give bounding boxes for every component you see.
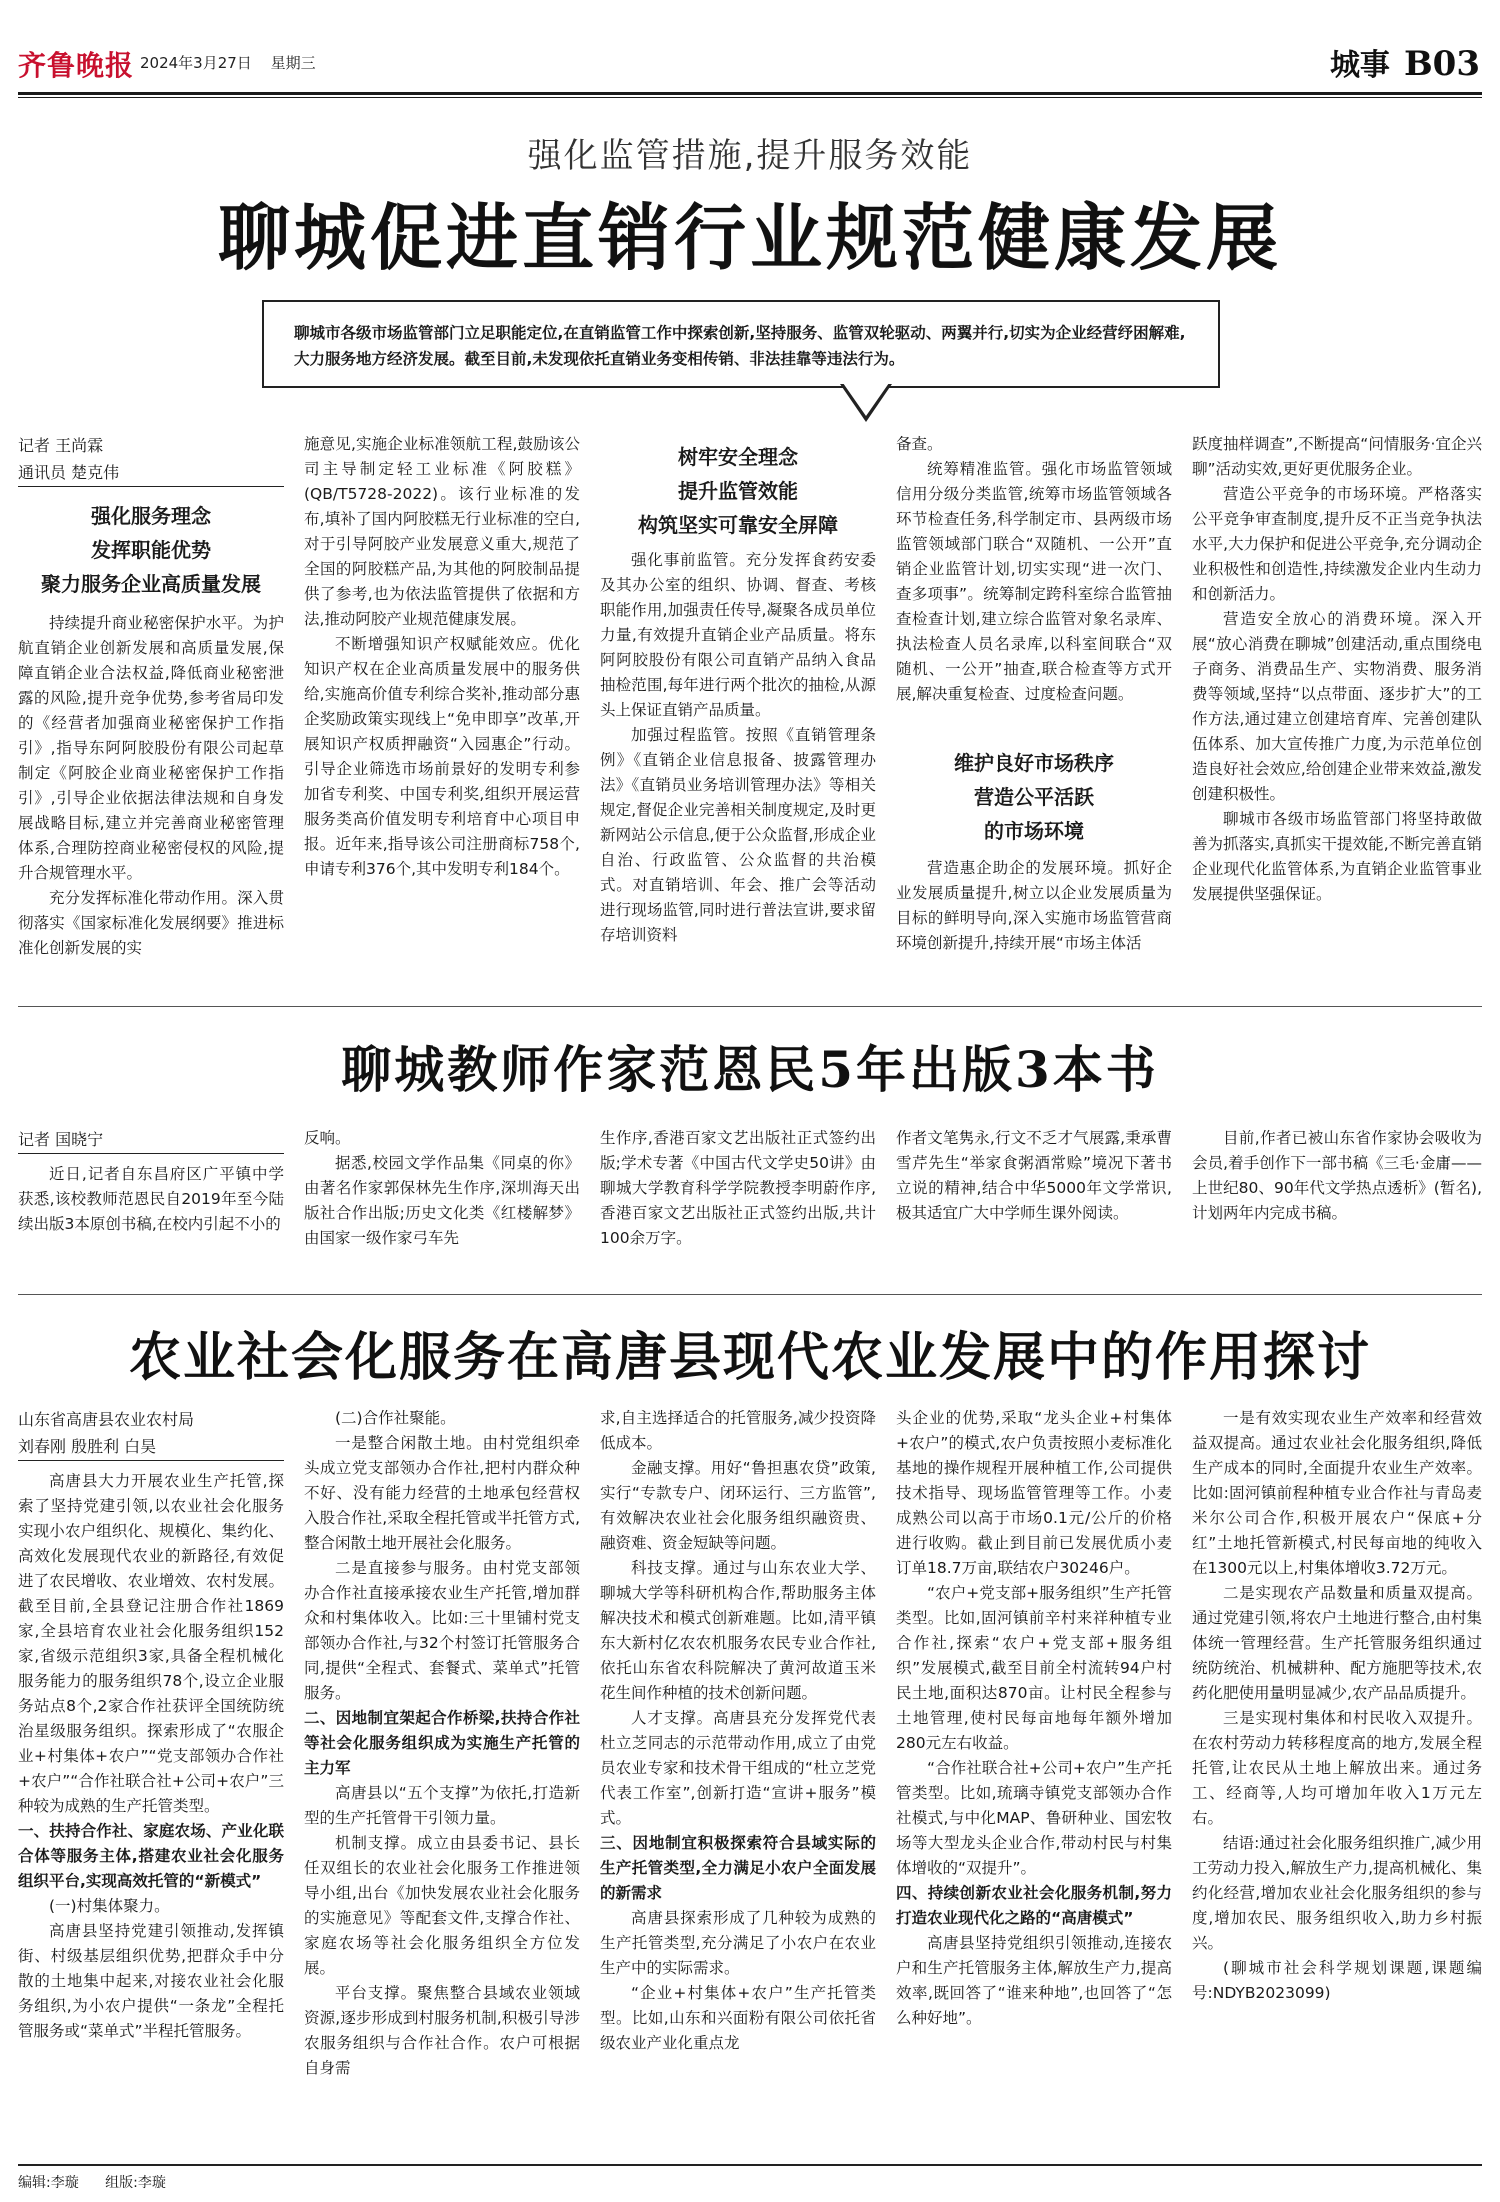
paragraph: 跃度抽样调查”,不断提高“问情服务·宜企兴聊”活动实效,更好更优服务企业。: [1192, 435, 1482, 478]
issue-date: [140, 52, 330, 73]
paragraph: 高唐县大力开展农业生产托管,探索了坚持党建引领,以农业社会化服务实现小农户组织化、规模化、集约化、高效化发展现代农业的新路径,有效促进了农民增收、农业增效、农村发展。截至目前,全县登记注册合作社1869家,全县培育农业社会化服务组织152家,省级示范组织3家,具备全程机械化服务能力的服务组织78个,设立企业服务站点8个,2家合作社获评全国统防统治星级服务组织。探索形成了“农服企业+村集体+农户”“党支部领办合作社+农户”“合作社联合社+公司+农户”三种较为成熟的生产托管类型。: [18, 1472, 284, 1815]
article2-col2: [304, 1126, 580, 1286]
paragraph: “企业+村集体+农户”生产托管类型。比如,山东和兴面粉有限公司依托省级农业产业化重点龙: [600, 1984, 876, 2052]
article1-kicker: 强化监管措施,提升服务效能: [527, 136, 973, 176]
article1-col1-body: [18, 611, 284, 1021]
article1-subhead-2: [600, 440, 876, 542]
subhead-line: 维护良好市场秩序: [954, 751, 1114, 775]
article3-authors: 刘春刚 殷胜利 白昊: [18, 1437, 157, 1456]
paragraph: 二是实现农产品数量和质量双提高。通过党建引领,将农户土地进行整合,由村集体统一管理经营。生产托管服务组织通过统防统治、机械耕种、配方施肥等技术,农药化肥使用量明显减少,农产品品质提升。: [1192, 1584, 1482, 1702]
paragraph: 近日,记者自东昌府区广平镇中学获悉,该校教师范恩民自2019年至今陆续出版3本原创书稿,在校内引起不小的: [18, 1165, 284, 1233]
paragraph: 营造安全放心的消费环境。深入开展“放心消费在聊城”创建活动,重点围绕电子商务、消费品生产、实物消费、服务消费等领域,坚持“以点带面、逐步扩大”的工作方法,通过建立创建培育库、完善创建队伍体系、加大宣传推广力度,为示范单位创造良好社会效应,给创建企业带来效益,激发创建积极性。: [1192, 610, 1482, 803]
paragraph: 生作序,香港百家文艺出版社正式签约出版;学术专著《中国古代文学史50讲》由聊城大学教育科学学院教授李明蔚作序,香港百家文艺出版社正式签约出版,共计100余万字。: [600, 1129, 876, 1247]
article2-col4: [896, 1126, 1172, 1286]
paragraph: 头企业的优势,采取“龙头企业+村集体+农户”的模式,农户负责按照小麦标准化基地的操作规程开展种植工作,公司提供技术指导、现场监管管理等工作。小麦成熟公司以高于市场0.1元/公斤的价格进行收购。截止到目前已发展优质小麦订单18.7万亩,联结农户30246户。: [896, 1409, 1172, 1577]
paragraph: 机制支撑。成立由县委书记、县长任双组长的农业社会化服务工作推进领导小组,出台《加快发展农业社会化服务的实施意见》等配套文件,支撑合作社、家庭农场等社会化服务组织全方位发展。: [304, 1834, 580, 1977]
article1-lead-text: 聊城市各级市场监管部门立足职能定位,在直销监管工作中探索创新,坚持服务、监管双轮驱动、两翼并行,切实为企业经营纾困解难,大力服务地方经济发展。截至目前,未发现依托直销业务变相传销、非法挂靠等违法行为。: [294, 324, 1186, 368]
article1-col1: [18, 432, 284, 1021]
section-divider: [18, 1294, 1482, 1295]
masthead-rule: [18, 92, 1482, 95]
subhead-line: 发挥职能优势: [91, 538, 211, 562]
footer-rule: [18, 2164, 1482, 2166]
paragraph: 施意见,实施企业标准领航工程,鼓励该公司主导制定轻工业标准《阿胶糕》(QB/T5728-2022)。该行业标准的发布,填补了国内阿胶糕无行业标准的空白,对于引导阿胶产业发展意义重大,规范了全国的阿胶糕产品,为其他的阿胶制品提供了参考,也为依法监管提供了依据和方法,推动阿胶产业规范健康发展。: [304, 435, 580, 628]
paragraph: 高唐县探索形成了几种较为成熟的生产托管类型,充分满足了小农户在农业生产中的实际需求。: [600, 1909, 876, 1977]
article1-byline-correspondent: 通讯员 楚克伟: [18, 463, 120, 482]
article3-col1: [18, 1406, 284, 2159]
paragraph: (二)合作社聚能。: [335, 1409, 456, 1427]
paragraph: 高唐县以“五个支撑”为依托,打造新型的生产托管骨干引领力量。: [304, 1784, 580, 1827]
footer-credits: [18, 2172, 188, 2192]
paragraph: 营造公平竞争的市场环境。严格落实公平竞争审查制度,提升反不正当竞争执法水平,大力保护和促进公平竞争,充分调动企业积极性和创造性,持续激发企业内生动力和创新活力。: [1192, 485, 1482, 603]
article3-col5: [1192, 1406, 1482, 2156]
paragraph: 聊城市各级市场监管部门将坚持敢做善为抓落实,真抓实干提效能,不断完善直销企业现代化监管体系,为直销企业监管事业发展提供坚强保证。: [1192, 810, 1482, 903]
paragraph: (聊城市社会科学规划课题,课题编号:NDYB2023099): [1192, 1959, 1482, 2002]
subhead-line: 提升监管效能: [678, 479, 798, 503]
paragraph: 二是直接参与服务。由村党支部领办合作社直接承接农业生产托管,增加群众和村集体收入。比如:三十里铺村党支部领办合作社,与32个村签订托管服务合同,提供“全程式、套餐式、菜单式”托管服务。: [304, 1559, 580, 1702]
article1-col2: [304, 432, 580, 992]
article3-col1-body: [18, 1469, 284, 2159]
section-heading: 一、扶持合作社、家庭农场、产业化联合体等服务主体,搭建农业社会化服务组织平台,实现高效托管的“新模式”: [18, 1822, 284, 1890]
article1-byline-reporter: 记者 王尚霖: [18, 436, 104, 455]
article1-subhead-3: [896, 746, 1172, 848]
footer-layout: 组版:李璇: [105, 2175, 166, 2191]
paragraph: 一是整合闲散土地。由村党组织牵头成立党支部领办合作社,把村内群众种不好、没有能力经营的土地承包经营权入股合作社,采取全程托管或半托管方式,整合闲散土地开展社会化服务。: [304, 1434, 580, 1552]
section-name: 城事: [1329, 48, 1390, 83]
paragraph: 营造惠企助企的发展环境。抓好企业发展质量提升,树立以企业发展质量为目标的鲜明导向,深入实施市场监管营商环境创新提升,持续开展“市场主体活: [896, 859, 1172, 952]
paragraph: 强化事前监管。充分发挥食药安委及其办公室的组织、协调、督查、考核职能作用,加强责任传导,凝聚各成员单位力量,有效提升直销企业产品质量。将东阿阿胶股份有限公司直销产品纳入食品抽检范围,每年进行两个批次的抽检,从源头上保证直销产品质量。: [600, 551, 876, 719]
paragraph: 高唐县坚持党组织引领推动,连接农户和生产托管服务主体,解放生产力,提高效率,既回答了“谁来种地”,也回答了“怎么种好地”。: [896, 1934, 1172, 2027]
article1-subhead-1: [18, 499, 284, 601]
paragraph: 结语:通过社会化服务组织推广,减少用工劳动力投入,解放生产力,提高机械化、集约化经营,增加农业社会化服务组织的参与度,增加农民、服务组织收入,助力乡村振兴。: [1192, 1834, 1482, 1952]
article3-org: 山东省高唐县农业农村局: [18, 1410, 195, 1429]
subhead-line: 营造公平活跃: [974, 785, 1094, 809]
paragraph: (一)村集体聚力。: [49, 1897, 170, 1915]
paragraph: 三是实现村集体和村民收入双提升。在农村劳动力转移程度高的地方,发展全程托管,让农民从土地上解放出来。通过务工、经商等,人均可增加年收入1万元左右。: [1192, 1709, 1482, 1827]
newspaper-logo: 齐鲁晚报: [18, 49, 135, 82]
article3-title: 农业社会化服务在高唐县现代农业发展中的作用探讨: [128, 1327, 1371, 1388]
section-heading: 四、持续创新农业社会化服务机制,努力打造农业现代化之路的“高唐模式”: [896, 1884, 1172, 1927]
paragraph: “农户+党支部+服务组织”生产托管类型。比如,固河镇前辛村来祥种植专业合作社,探索“农户+党支部+服务组织”发展模式,截至目前全村流转94户村民土地,面积达870亩。让村民全程参与土地管理,使村民每亩地每年额外增加280元左右收益。: [896, 1584, 1172, 1752]
byline-rule: [18, 486, 284, 487]
article3-col2: [304, 1406, 580, 2156]
paragraph: 加强过程监管。按照《直销管理条例》《直销企业信息报备、披露管理办法》《直销员业务培训管理办法》等相关规定,督促企业完善相关制度规定,及时更新网站公示信息,便于公众监督,形成企业自治、行政监管、公众监督的共治模式。对直销培训、年会、推广会等活动进行现场监管,同时进行普法宣讲,要求留存培训资料: [600, 726, 876, 944]
paragraph: 充分发挥标准化带动作用。深入贯彻落实《国家标准化发展纲要》推进标准化创新发展的实: [18, 889, 284, 957]
paragraph: 统筹精准监管。强化市场监管领域信用分级分类监管,统筹市场监管领域各环节检查任务,科学制定市、县两级市场监管领域部门联合“双随机、一公开”直销企业监管计划,切实实现“进一次门、查多项事”。统筹制定跨科室综合监管抽查检查计划,建立综合监管对象名录库、执法检查人员名录库,以科室间联合“双随机、一公开”抽查,联合检查等方式开展,解决重复检查、过度检查问题。: [896, 460, 1172, 703]
paragraph: 平台支撑。聚焦整合县域农业领域资源,逐步形成到村服务机制,积极引导涉农服务组织与合作社合作。农户可根据自身需: [304, 1984, 580, 2077]
subhead-line: 聚力服务企业高质量发展: [41, 572, 261, 596]
section-label: [1330, 40, 1480, 84]
paragraph: 高唐县坚持党建引领推动,发挥镇街、村级基层组织优势,把群众手中分散的土地集中起来,对接农业社会化服务组织,为小农户提供“一条龙”全程托管服务或“菜单式”半程托管服务。: [18, 1922, 284, 2040]
article2-col5: [1192, 1126, 1482, 1286]
article1-lead-box: [262, 300, 1220, 388]
paragraph: 作者文笔隽永,行文不乏才气展露,秉承曹雪芹先生“举家食粥酒常赊”境况下著书立说的精神,结合中华5000年文学常识,极其适宜广大中学师生课外阅读。: [896, 1129, 1172, 1222]
section-heading: 二、因地制宜架起合作桥梁,扶持合作社等社会化服务组织成为实施生产托管的主力军: [304, 1709, 580, 1777]
masthead-rule-thin: [18, 97, 1482, 98]
subhead-line: 树牢安全理念: [678, 445, 798, 469]
date-text: 2024年3月27日: [140, 54, 252, 72]
footer-editor: 编辑:李璇: [18, 2175, 79, 2191]
article2-col1: [18, 1126, 284, 1272]
paragraph: 科技支撑。通过与山东农业大学、聊城大学等科研机构合作,帮助服务主体解决技术和模式创新难题。比如,清平镇东大新村亿农农机服务农民专业合作社,依托山东省农科院解决了黄河故道玉米花生间作种植的技术创新问题。: [600, 1559, 876, 1702]
paragraph: 不断增强知识产权赋能效应。优化知识产权在企业高质量发展中的服务供给,实施高价值专利综合奖补,推动部分惠企奖励政策实现线上“免申即享”改革,开展知识产权质押融资“入园惠企”行动。引导企业筛选市场前景好的发明专利参加省专利奖、中国专利奖,组织开展运营服务类高价值发明专利培育中心项目申报。近年来,指导该公司注册商标758个,申请专利376个,其中发明专利184个。: [304, 635, 580, 878]
article1-title: 聊城促进直销行业规范健康发展: [217, 195, 1282, 280]
paragraph: 金融支撑。用好“鲁担惠农贷”政策,实行“专款专户、闭环运行、三方监管”,有效解决农业社会化服务组织融资贵、融资难、资金短缺等问题。: [600, 1459, 876, 1552]
article1-col5: [1192, 432, 1482, 992]
byline-rule: [18, 1153, 284, 1154]
paragraph: “合作社联合社+公司+农户”生产托管类型。比如,琉璃寺镇党支部领办合作社模式,与中化MAP、鲁研种业、国宏牧场等大型龙头企业合作,带动村民与村集体增收的“双提升”。: [896, 1759, 1172, 1877]
article1-col4-body-top: [896, 432, 1172, 732]
article2-title: 聊城教师作家范恩民5年出版3本书: [341, 1040, 1159, 1099]
paragraph: 目前,作者已被山东省作家协会吸收为会员,着手创作下一部书稿《三毛·金庸——上世纪80、90年代文学热点透析》(暂名),计划两年内完成书稿。: [1192, 1129, 1482, 1222]
page-number: B03: [1403, 44, 1480, 84]
paragraph: 据悉,校园文学作品集《同桌的你》由著名作家郭保林先生作序,深圳海天出版社合作出版;历史文化类《红楼解梦》由国家一级作家弓车先: [304, 1154, 580, 1247]
paragraph: 备查。: [896, 435, 943, 453]
paragraph: 求,自主选择适合的托管服务,减少投资降低成本。: [600, 1409, 876, 1452]
section-divider: [18, 1006, 1482, 1007]
paragraph: 持续提升商业秘密保护水平。为护航直销企业创新发展和高质量发展,保障直销企业合法权益,降低商业秘密泄露的风险,提升竞争优势,参考省局印发的《经营者加强商业秘密保护工作指引》,指导东阿阿胶股份有限公司起草制定《阿胶企业商业秘密保护工作指引》,引导企业依据法律法规和自身发展战略目标,建立并完善商业秘密管理体系,合理防控商业秘密侵权的风险,提升合规管理水平。: [18, 614, 284, 882]
article1-col3: [600, 440, 876, 988]
article3-col4: [896, 1406, 1172, 2156]
article2-byline: 记者 国晓宁: [18, 1130, 104, 1149]
weekday-text: 星期三: [270, 54, 316, 72]
article1-col4: [896, 432, 1172, 986]
paragraph: 一是有效实现农业生产效率和经营效益双提高。通过农业社会化服务组织,降低生产成本的同时,全面提升农业生产效率。比如:固河镇前程种植专业合作社与青岛麦米尔公司合作,积极开展农户“保底+分红”土地托管新模式,村民每亩地的纯收入在1300元以上,村集体增收3.72万元。: [1192, 1409, 1482, 1577]
article1-col3-body: [600, 548, 876, 988]
lead-box-pointer-fill: [843, 383, 889, 416]
article3-col3: [600, 1406, 876, 2156]
section-heading: 三、因地制宜积极探索符合县域实际的生产托管类型,全力满足小农户全面发展的新需求: [600, 1834, 876, 1902]
article2-col1-body: [18, 1162, 284, 1272]
subhead-line: 强化服务理念: [91, 504, 211, 528]
paragraph: 反响。: [304, 1129, 351, 1147]
paragraph: 人才支撑。高唐县充分发挥党代表杜立芝同志的示范带动作用,成立了由党员农业专家和技术骨干组成的“杜立芝党代表工作室”,创新打造“宣讲+服务”模式。: [600, 1709, 876, 1827]
article1-col4-body-bottom: [896, 856, 1172, 986]
subhead-line: 构筑坚实可靠安全屏障: [638, 513, 838, 537]
article2-col3: [600, 1126, 876, 1286]
subhead-line: 的市场环境: [984, 819, 1084, 843]
byline-rule: [18, 1460, 284, 1461]
